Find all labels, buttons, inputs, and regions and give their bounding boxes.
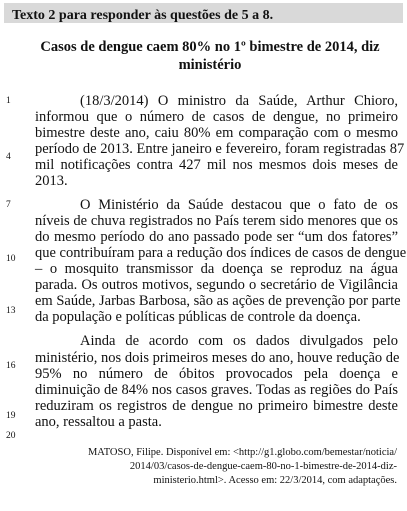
line-number: 16 xyxy=(6,361,16,371)
line-number: 20 xyxy=(6,431,16,441)
paragraph-line: que contribuíram para a redução dos índices de casos de dengue xyxy=(35,245,407,261)
paragraph-line: período de 2013. Entre janeiro e fevereiro, foram registradas 87 xyxy=(35,141,405,157)
section-header: Texto 2 para responder às questões de 5 a 8. xyxy=(12,8,274,23)
paragraph-line: ministério, nos dois primeiros meses do ano, houve redução de xyxy=(35,350,400,366)
paragraph-line: da população e políticas públicas de controle da doença. xyxy=(35,309,361,325)
header-bar xyxy=(4,3,403,23)
line-number: 13 xyxy=(6,306,16,316)
paragraph-line: bimestre deste ano, caiu 80% em comparação com o mesmo xyxy=(35,125,398,141)
paragraph-line: – o mosquito transmissor da doença se reproduz na água xyxy=(35,261,398,277)
line-number: 7 xyxy=(6,200,11,210)
paragraph-line: reduziram os registros de dengue no primeiro bimestre deste xyxy=(35,398,398,414)
line-number: 4 xyxy=(6,152,11,162)
paragraph-line: O Ministério da Saúde destacou que o fato de os xyxy=(80,197,398,213)
paragraph-line: (18/3/2014) O ministro da Saúde, Arthur Chioro, xyxy=(80,93,398,109)
line-number: 1 xyxy=(6,96,11,106)
paragraph-line: Ainda de acordo com os dados divulgados pelo xyxy=(80,333,398,349)
source-citation-line: ministerio.html>. Acesso em: 22/3/2014, com adaptações. xyxy=(153,475,397,486)
paragraph-line: 95% no número de óbitos provocados pela doença e xyxy=(35,366,398,382)
paragraph-line: níveis de chuva registrados no País terem sido menores que os xyxy=(35,213,398,229)
line-number: 10 xyxy=(6,254,16,264)
paragraph-line: em Saúde, Jarbas Barbosa, são as ações de prevenção por parte xyxy=(35,293,401,309)
article-title-line: Casos de dengue caem 80% no 1º bimestre de 2014, diz xyxy=(40,39,380,55)
paragraph-line: do mesmo período do ano passado pode ser “um dos fatores” xyxy=(35,229,398,245)
paragraph-line: mil notificações contra 427 mil nos mesmos dois meses de xyxy=(35,157,398,173)
paragraph-line: parada. Os outros motivos, segundo o secretário de Vigilância xyxy=(35,277,398,293)
source-citation-line: 2014/03/casos-de-dengue-caem-80-no-1-bimestre-de-2014-diz- xyxy=(129,461,397,472)
paragraph-line: diminuição de 84% nos casos graves. Todas as regiões do País xyxy=(35,382,398,398)
source-citation-line: MATOSO, Filipe. Disponível em: <http://g1.globo.com/bemestar/noticia/ xyxy=(87,447,397,458)
article-title xyxy=(20,38,400,74)
paragraph-line: ano, ressaltou a pasta. xyxy=(35,414,162,430)
article-title-line: ministério xyxy=(178,57,242,73)
paragraph-line: 2013. xyxy=(35,173,68,189)
paragraph-line: informou que o número de casos de dengue, no primeiro xyxy=(35,109,398,125)
line-number: 19 xyxy=(6,411,16,421)
